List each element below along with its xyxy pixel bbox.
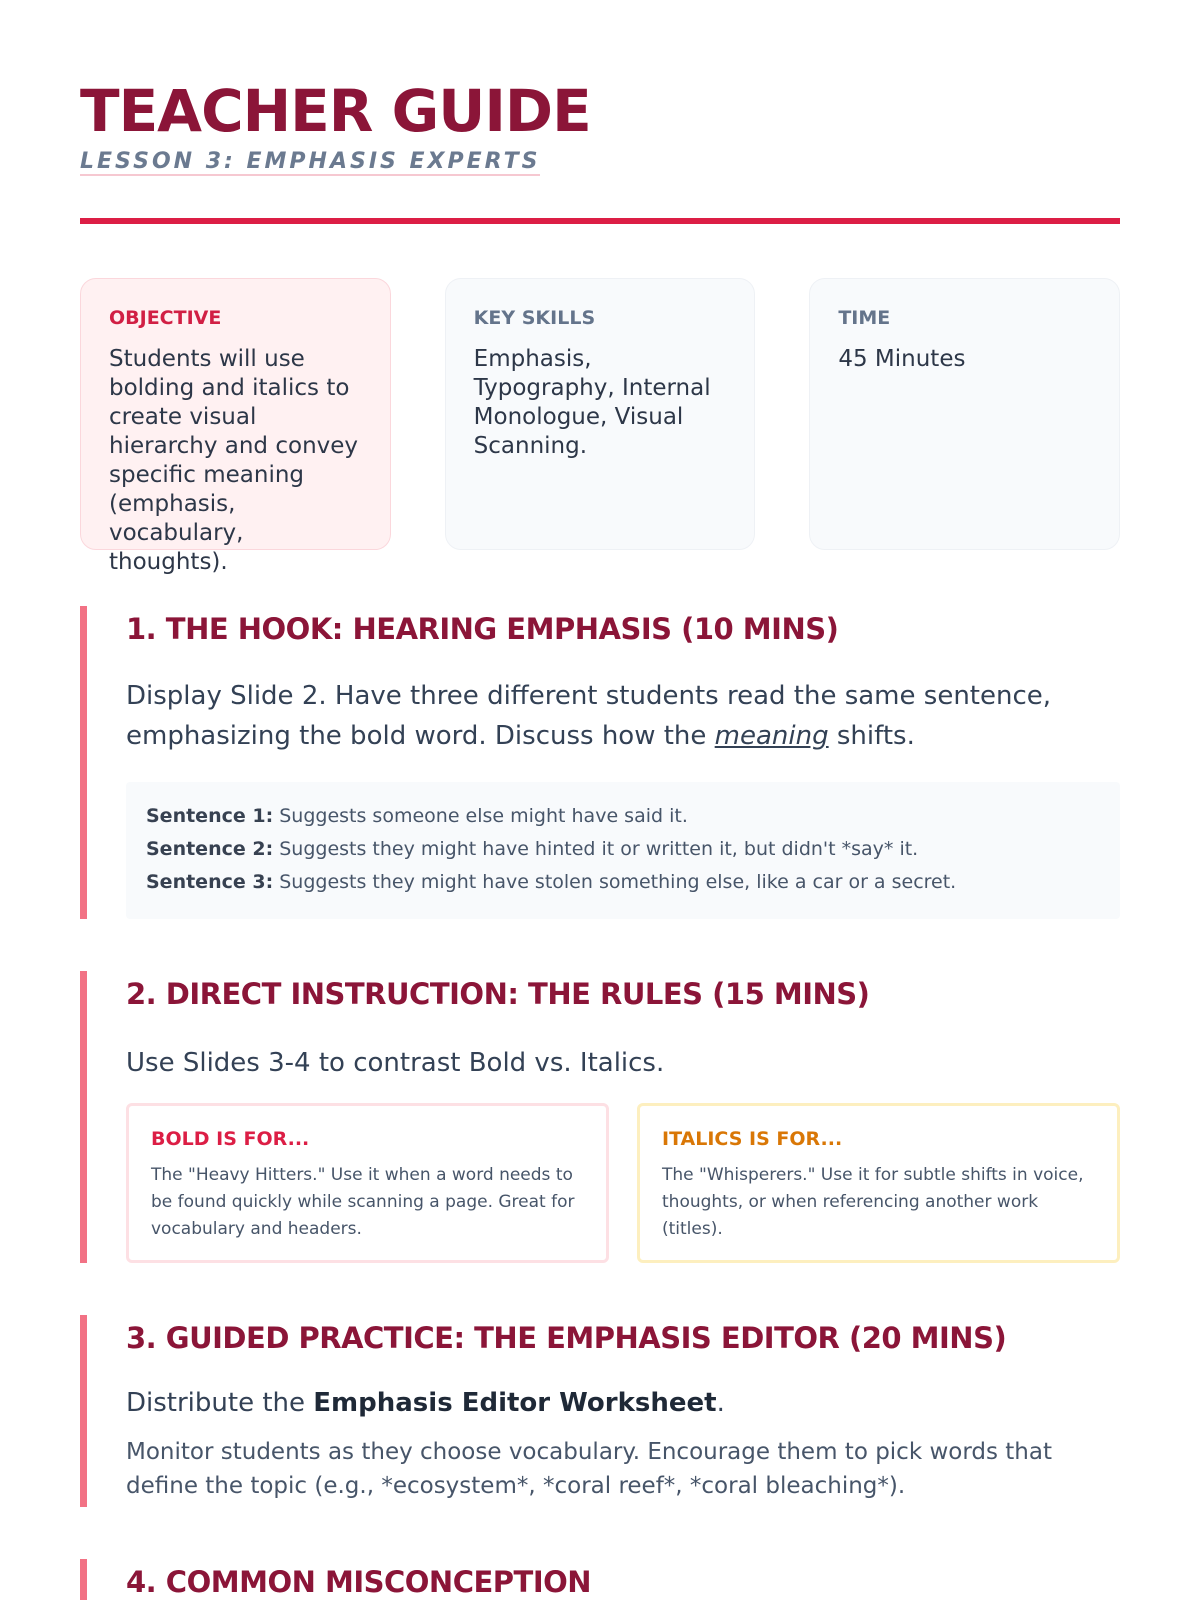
sentence-note [146,833,1100,866]
sentence-explanation: Suggests someone else might have said it. [273,805,688,828]
guided-practice-text [126,1385,1120,1421]
key-skills-label: KEY SKILLS [473,307,596,330]
bold-rule-label: BOLD IS FOR... [151,1127,310,1150]
sentence-key: Sentence 2: [146,838,274,861]
lesson-subtitle: LESSON 3: EMPHASIS EXPERTS [80,150,540,176]
guide-header [80,0,1120,176]
italics-rule-box [637,1103,1120,1263]
bold-rule-text: The "Heavy Hitters." Use it when a word needs to be found quickly while scanning a page. Great for vocabulary and headers. [151,1164,575,1239]
hook-instructions [126,676,1120,756]
overview-cards [80,278,1120,576]
time-label: TIME [838,307,891,330]
hook-text-start: Display Slide 2. Have three different students read the same sentence, emphasizing the bold word. Discuss how the [126,681,1052,752]
bold-rule-box [126,1103,609,1263]
key-skills-text: Emphasis, Typography, Internal Monologue, Visual Scanning. [473,346,711,460]
section-misconception [80,1559,1120,1600]
sentence-note [146,800,1100,833]
distribute-text: Distribute the [126,1387,314,1418]
section-title-guided-practice: 3. GUIDED PRACTICE: THE EMPHASIS EDITOR (20 MINS) [126,1320,1007,1355]
hook-text-end: shifts. [828,721,915,752]
sentence-key: Sentence 3: [146,871,274,894]
guided-practice-detail: Monitor students as they choose vocabulary. Encourage them to pick words that define the topic (e.g., *ecosystem*, *coral reef*, *coral bleaching*). [126,1438,1052,1499]
distribute-end: . [716,1387,725,1418]
sentence-explanation: Suggests they might have stolen something else, like a car or a secret. [273,871,957,894]
section-guided-practice [80,1315,1120,1507]
time-card [809,278,1120,550]
sentence-key: Sentence 1: [146,805,274,828]
direct-instruction-text: Use Slides 3-4 to contrast Bold vs. Italics. [126,1047,665,1078]
section-title-hook: 1. THE HOOK: HEARING EMPHASIS (10 MINS) [126,612,839,647]
section-title-misconception: 4. COMMON MISCONCEPTION [126,1564,592,1599]
objective-text: Students will use bolding and italics to create visual hierarchy and convey specific meaning (emphasis, vocabulary, thoughts). [109,346,359,576]
key-skills-card [445,278,756,550]
italics-rule-label: ITALICS IS FOR... [662,1127,843,1150]
objective-card [80,278,391,576]
bold-vs-italics [126,1103,1120,1263]
sentence-note [146,866,1100,899]
section-hook [80,606,1120,919]
section-direct-instruction [80,971,1120,1263]
sentence-explanation: Suggests they might have hinted it or written it, but didn't *say* it. [273,838,919,861]
meaning-emphasis: meaning [714,721,829,752]
worksheet-name: Emphasis Editor Worksheet [313,1387,717,1418]
header-divider [80,218,1120,224]
italics-rule-text: The "Whisperers." Use it for subtle shifts in voice, thoughts, or when referencing another work (titles). [662,1164,1084,1239]
page-title: TEACHER GUIDE [80,77,591,145]
section-title-direct-instruction: 2. DIRECT INSTRUCTION: THE RULES (15 MINS) [126,977,870,1012]
objective-label: OBJECTIVE [109,307,222,330]
time-text: 45 Minutes [838,346,966,373]
sentence-notes [126,782,1120,919]
